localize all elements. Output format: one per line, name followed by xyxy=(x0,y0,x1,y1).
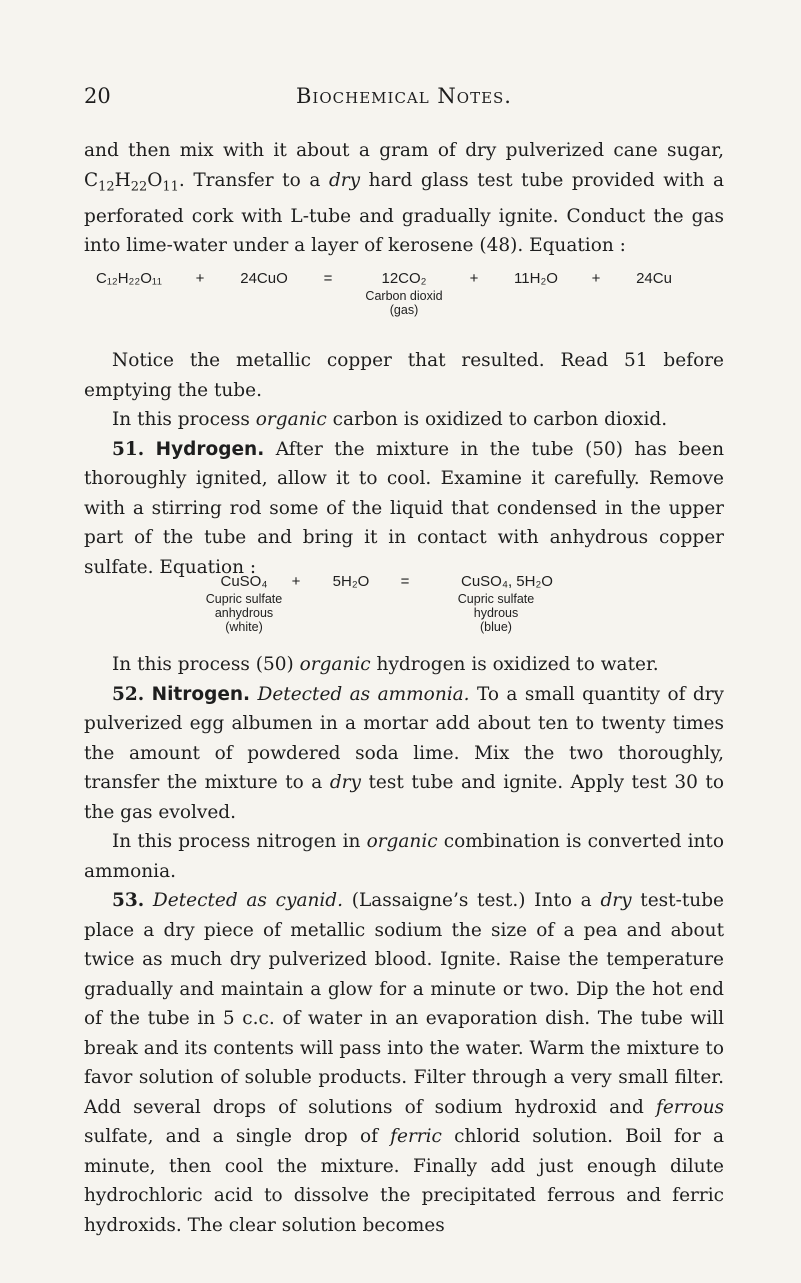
paragraph-text xyxy=(84,405,724,435)
text: test-tube place a dry piece of metallic sodium the size of a pea and about twice as much dry pulverized blood. Ignite. Raise the temperature gradually and maintain a glow for a minute or two. Dip the hot end of the tube in 5 c.c. of water in an evaporation dish. The tube will break and its contents will pass into the water. Warm the mixture to favor solution of soluble products. Filter through a very small filter. Add several drops of solutions of sodium hydroxid and xyxy=(84,890,725,1118)
section-51 xyxy=(84,435,724,583)
section-number: 53. xyxy=(112,890,145,911)
eq-plus: + xyxy=(195,270,205,287)
paragraph-notice xyxy=(84,346,724,582)
eq-note: Carbon dioxid xyxy=(365,289,443,303)
section-subheading: Detected as ammonia. xyxy=(257,683,470,705)
text: and then mix with it about a gram of dry pulverized cane sugar, C xyxy=(84,140,724,191)
paragraph-text xyxy=(84,827,724,886)
eq-equals: = xyxy=(323,270,333,287)
eq-plus: + xyxy=(591,270,601,287)
text: To a small quantity of dry pulverized egg albumen in a mortar add about ten to twenty times the amount of powdered soda lime. Mix the two thoroughly, transfer the mixture to a xyxy=(84,683,724,793)
emphasis: ferrous xyxy=(655,1096,724,1118)
text: sulfate, and a single drop of xyxy=(84,1126,391,1147)
eq-plus: + xyxy=(469,270,479,287)
section-53 xyxy=(84,886,724,1240)
subscript: 12 xyxy=(98,179,115,195)
eq-note: Cupric sulfate xyxy=(205,592,283,606)
section-52 xyxy=(84,680,724,828)
text: In this process xyxy=(112,409,256,430)
equation-sugar-oxidation xyxy=(84,270,724,336)
paragraph-sugar xyxy=(84,136,724,261)
eq-note: (gas) xyxy=(389,303,419,317)
text: In this process nitrogen in xyxy=(112,831,367,852)
text: (Lassaigne’s test.) Into a xyxy=(343,890,601,911)
paragraph-text xyxy=(84,650,724,680)
section-heading: Hydrogen. xyxy=(155,438,265,460)
eq-note: (blue) xyxy=(480,620,512,634)
eq-note: (white) xyxy=(225,620,263,634)
eq-water: 5H₂O xyxy=(332,573,370,590)
emphasis: organic xyxy=(366,831,438,852)
eq-sugar: C₁₂H₂₂O₁₁ xyxy=(96,270,162,287)
eq-copper-oxide: 24CuO xyxy=(240,270,288,287)
eq-hydrate: CuSO₄, 5H₂O xyxy=(461,573,553,590)
text: combination is converted into ammonia. xyxy=(84,831,724,882)
eq-carbon-dioxide: 12CO₂ xyxy=(381,270,427,287)
subscript: 22 xyxy=(130,179,148,195)
eq-water: 11H₂O xyxy=(514,270,558,287)
eq-cuso4: CuSO₄ xyxy=(220,573,268,590)
section-subheading: Detected as cyanid. xyxy=(152,890,344,911)
text: After the mixture in the tube (50) has been thoroughly ignited, allow it to cool. Examine it carefully. Remove with a stirring rod some of the liquid that condensed in the upper part of the tube and bring it in contact with anhydrous copper sulfate. Equation : xyxy=(84,438,724,578)
emphasis: dry xyxy=(328,169,361,191)
emphasis: dry xyxy=(600,890,632,911)
text: In this process (50) xyxy=(112,654,300,675)
text: H xyxy=(114,169,131,191)
eq-plus: + xyxy=(291,573,301,590)
subscript: 11 xyxy=(162,179,179,195)
paragraph-text: Notice the metallic copper that resulted. Read 51 before emptying the tube. xyxy=(84,350,724,401)
page-header xyxy=(84,84,724,118)
section-heading: Nitrogen. xyxy=(151,683,251,705)
emphasis: ferric xyxy=(390,1126,442,1147)
text: . Transfer to a xyxy=(178,169,329,191)
text: O xyxy=(147,169,163,191)
emphasis: dry xyxy=(329,772,361,793)
eq-note: Cupric sulfate xyxy=(457,592,535,606)
eq-copper: 24Cu xyxy=(636,270,672,287)
emphasis: organic xyxy=(299,654,371,675)
eq-note: anhydrous xyxy=(214,606,274,620)
text: carbon is oxidized to carbon dioxid. xyxy=(326,409,668,430)
text: test tube and ignite. Apply test 30 to the gas evolved. xyxy=(84,772,724,823)
eq-equals: = xyxy=(400,573,410,590)
text: hard glass test tube provided with a perforated cork with L-tube and gradually ignite. Conduct the gas into lime-water under a layer of kerosene (48). Equation : xyxy=(84,169,724,257)
emphasis: organic xyxy=(255,409,327,430)
page-number: 20 xyxy=(84,84,111,108)
running-title: Biochemical Notes. xyxy=(296,84,512,108)
text: chlorid solution. Boil for a minute, then cool the mixture. Finally add just enough dilute hydrochloric acid to dissolve the precipitated ferrous and ferric hydroxids. The clear solution becomes xyxy=(84,1126,725,1236)
eq-note: hydrous xyxy=(473,606,519,620)
section-number: 52. xyxy=(112,683,145,705)
section-number: 51. xyxy=(112,438,145,460)
paragraph-block-2 xyxy=(84,650,724,1240)
equation-copper-sulfate xyxy=(84,573,724,643)
text: hydrogen is oxidized to water. xyxy=(370,654,659,675)
